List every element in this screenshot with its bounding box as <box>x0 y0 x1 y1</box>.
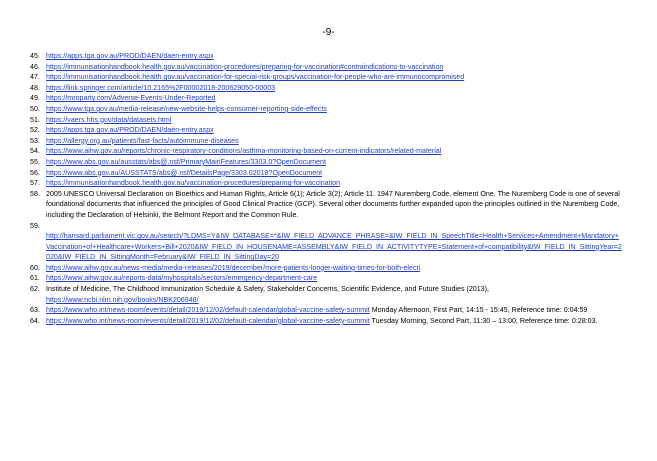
reference-item-45 <box>30 51 622 62</box>
reference-number: 63. <box>30 306 40 315</box>
reference-text: Institute of Medicine, The Childhood Immunization Schedule & Safety, Stakeholder Concerns, Scientific Evidence, and Future Studies (2013), <box>46 285 489 294</box>
reference-number: 64. <box>30 316 40 325</box>
reference-item-62 <box>30 284 622 305</box>
reference-link[interactable]: https://mroparty.com/Adverse-Events-Under-Reported <box>46 94 216 103</box>
reference-item-64 <box>30 316 622 327</box>
reference-link[interactable]: https://apps.tga.gov.au/PROD/DAEN/daen-entry.aspx <box>46 52 214 60</box>
reference-text: Monday Afternoon, First Part, 14:15 - 15:45, Reference time: 0:04:59 <box>369 306 588 315</box>
reference-item-59 <box>30 221 622 263</box>
reference-item-60 <box>30 263 622 274</box>
reference-item-57 <box>30 178 622 189</box>
blank-line <box>46 221 622 232</box>
reference-item-56 <box>30 168 622 179</box>
reference-link[interactable]: https://immunisationhandbook.health.gov.au/vaccination-procedures/preparing-for-vaccination#contraindications-to-vaccination <box>46 62 444 71</box>
reference-number: 52. <box>30 126 40 135</box>
reference-number: 46. <box>30 62 40 71</box>
reference-item-46 <box>30 62 622 73</box>
reference-link[interactable]: https://www.tga.gov.au/media-release/new-website-helps-consumer-reporting-side-effects <box>46 104 327 113</box>
reference-item-47 <box>30 72 622 83</box>
reference-link[interactable]: http://hansard.parliament.vic.gov.au/search/?LDMS=Y&IW_DATABASE=*&IW_FIELD_ADVANCE_PHRASE=&IW_FIELD_IN_SpeechTitle=Health+Services+Amendment+Mandatory+Vaccination+of+Healthcare+Workers+Bill+2020&IW_FIELD_IN_HOUSENAME=ASSEMBLY&IW_FIELD_IN_ACTIVITYTYPE=Statement+of+compatibility&IW_FIELD_IN_SittingYear=2020&IW_FIELD_IN_SittingMonth=February&IW_FIELD_IN_SittingDay=20 <box>46 232 622 262</box>
page-number: -9- <box>322 27 335 38</box>
reference-link[interactable]: https://immunisationhandbook.health.gov.au/vaccination-procedures/preparing-for-vaccination <box>46 179 341 188</box>
reference-link[interactable]: https://link.springer.com/article/10.2165%2F00002018-200629050-00003 <box>46 83 276 92</box>
reference-item-63 <box>30 305 622 316</box>
reference-link[interactable]: https://www.aihw.gov.au/reports/chronic-respiratory-conditions/asthma-monitoring-based-on-current-indicators/related-material <box>46 147 442 156</box>
reference-number: 59. <box>30 221 40 230</box>
reference-link[interactable]: https://apps.tga.gov.au/PROD/DAEN/daen-entry.aspx <box>46 126 214 135</box>
reference-link[interactable]: https://www.abs.gov.au/ausstats/abs@.nsf/PrimaryMainFeatures/3303.0?OpenDocument <box>46 157 326 166</box>
reference-item-52 <box>30 125 622 136</box>
reference-link[interactable]: https://www.abs.gov.au/AUSSTATS/abs@.nsf/DetailsPage/3303.02018?OpenDocument <box>46 168 323 177</box>
reference-number: 48. <box>30 83 40 92</box>
reference-item-61 <box>30 273 622 284</box>
reference-item-55 <box>30 157 622 168</box>
reference-link[interactable]: https://www.who.int/news-room/events/detail/2019/12/02/default-calendar/global-vaccine-safety-summit <box>46 306 370 315</box>
reference-link[interactable]: https://vaers.hhs.gov/data/datasets.html <box>46 115 172 124</box>
reference-item-48 <box>30 83 622 94</box>
reference-link[interactable]: https://www.ncbi.nlm.nih.gov/books/NBK206948/ <box>46 295 199 304</box>
reference-number: 61. <box>30 274 40 283</box>
reference-number: 50. <box>30 104 40 113</box>
reference-item-51 <box>30 115 622 126</box>
reference-link[interactable]: https://www.aihw.gov.au/reports-data/myhospitals/sectors/emergency-department-care <box>46 274 318 283</box>
reference-number: 51. <box>30 115 40 124</box>
reference-item-50 <box>30 104 622 115</box>
reference-number: 49. <box>30 94 40 103</box>
reference-number: 47. <box>30 73 40 82</box>
reference-item-49 <box>30 93 622 104</box>
reference-item-54 <box>30 146 622 157</box>
reference-number: 45. <box>30 52 40 60</box>
reference-link[interactable]: https://allergy.org.au/patients/fast-facts/autoimmune-diseases <box>46 136 239 145</box>
reference-number: 54. <box>30 147 40 156</box>
reference-number: 58. <box>30 189 40 198</box>
reference-link[interactable]: https://www.who.int/news-room/events/detail/2019/12/02/default-calendar/global-vaccine-safety-summit <box>46 316 370 325</box>
reference-number: 55. <box>30 157 40 166</box>
reference-text: Tuesday Morning, Second Part, 11:30 – 13:00, Reference time: 0:28:03. <box>369 316 598 325</box>
reference-number: 56. <box>30 168 40 177</box>
reference-number: 57. <box>30 179 40 188</box>
reference-number: 53. <box>30 136 40 145</box>
reference-link[interactable]: https://immunisationhandbook.health.gov.au/vaccination-for-special-risk-groups/vaccination-for-people-who-are-immunocompromised <box>46 73 465 82</box>
reference-item-58 <box>30 189 622 221</box>
reference-number: 62. <box>30 285 40 294</box>
reference-list <box>30 51 622 326</box>
reference-link[interactable]: https://www.aihw.gov.au/news-media/media-releases/2019/december/more-patients-longer-waiting-times-for-both-electi <box>46 263 421 272</box>
reference-text: 2005 UNESCO Universal Declaration on Bioethics and Human Rights, Article 6(1); Article 3(2); Article 11. 1947 Nuremberg Code, element One. The Nuremberg Code is one of several foundational documents that influenced the principles of Good Clinical Practice (GCP). Several other documents further expanded upon the principles outlined in the Nuremberg Code, including the Declaration of Helsinki, the Belmont Report and the Common Rule. <box>46 189 620 219</box>
reference-item-53 <box>30 136 622 147</box>
reference-number: 60. <box>30 263 40 272</box>
